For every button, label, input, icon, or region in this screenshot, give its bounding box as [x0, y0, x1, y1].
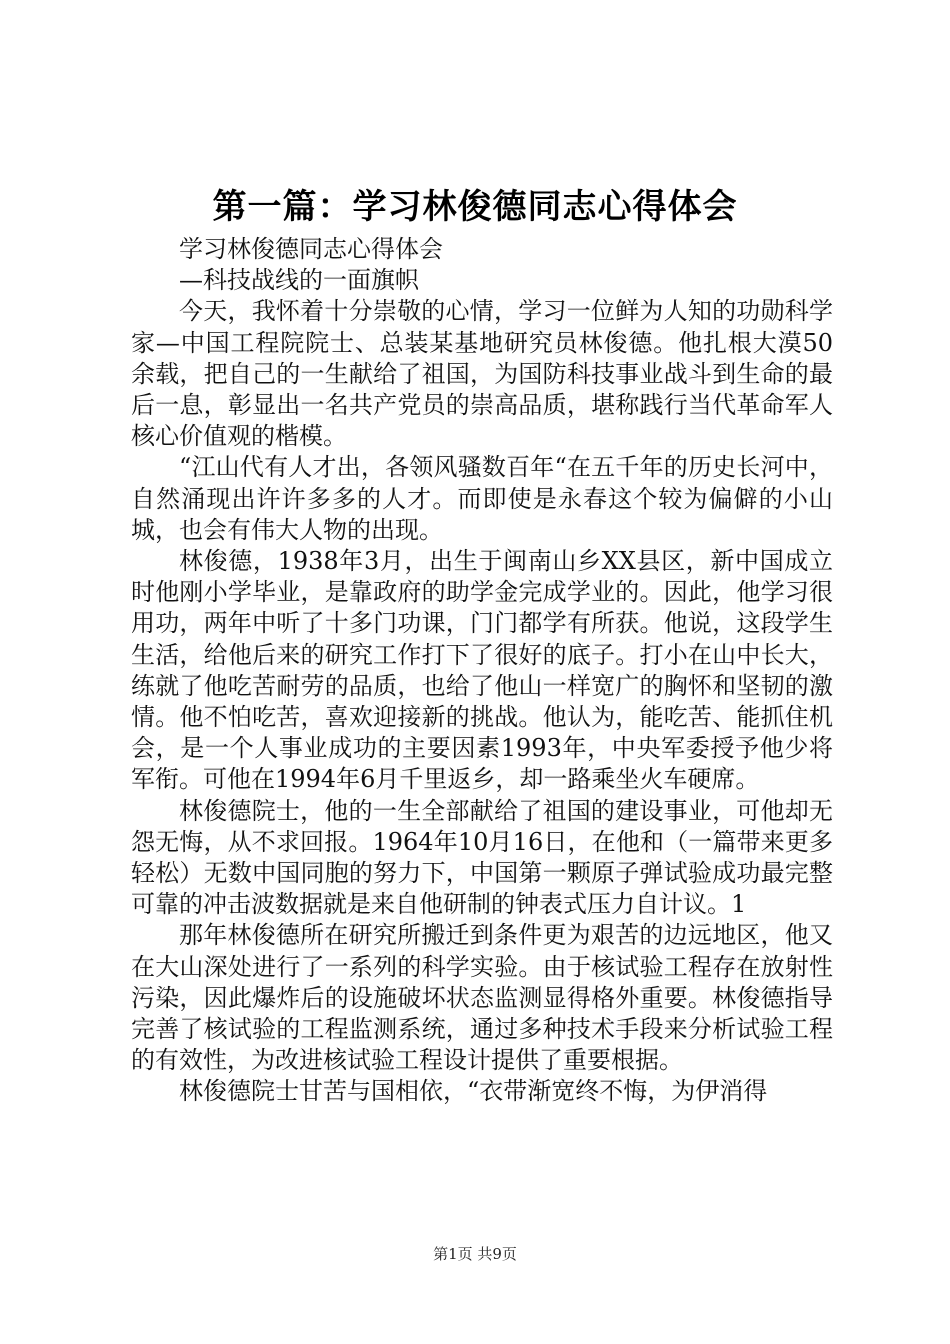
page-footer: 第1页 共9页 [433, 1245, 517, 1263]
paragraph: “江山代有人才出，各领风骚数百年“在五千年的历史长河中，自然涌现出许许多多的人才。而即使是永春这个较为偏僻的小山城，也会有伟大人物的出现。 [131, 453, 833, 544]
paragraph: 今天，我怀着十分崇敬的心情，学习一位鲜为人知的功勋科学家—中国工程院院士、总装某基地研究员林俊德。他扎根大漠50余载，把自己的一生献给了祖国，为国防科技事业战斗到生命的最后一息，彰显出一名共产党员的崇高品质，堪称践行当代革命军人核心价值观的楷模。 [131, 297, 833, 451]
paragraph: 林俊德院士，他的一生全部献给了祖国的建设事业，可他却无怨无悔，从不求回报。1964年10月16日，在他和（一篇带来更多轻松）无数中国同胞的努力下，中国第一颗原子弹试验成功最完整可靠的冲击波数据就是来自他研制的钟表式压力自计议。1 [131, 796, 833, 919]
paragraph: 那年林俊德所在研究所搬迁到条件更为艰苦的边远地区，他又在大山深处进行了一系列的科学实验。由于核试验工程存在放射性污染，因此爆炸后的设施破坏状态监测显得格外重要。林俊德指导完善了核试验的工程监测系统，通过多种技术手段来分析试验工程的有效性，为改进核试验工程设计提供了重要根据。 [131, 921, 833, 1075]
paragraph-tagline: —科技战线的一面旗帜 [179, 266, 419, 295]
paragraph: 林俊德，1938年3月，出生于闽南山乡XX县区，新中国成立时他刚小学毕业，是靠政府的助学金完成学业的。因此，他学习很用功，两年中听了十多门功课，门门都学有所获。他说，这段学生生活，给他后来的研究工作打下了很好的底子。打小在山中长大，练就了他吃苦耐劳的品质，也给了他山一样宽广的胸怀和坚韧的激情。他不怕吃苦，喜欢迎接新的挑战。他认为，能吃苦、能抓住机会，是一个人事业成功的主要因素1993年，中央军委授予他少将军衔。可他在1994年6月千里返乡，却一路乘坐火车硬席。 [131, 547, 833, 794]
document-body [131, 234, 833, 1108]
document-title: 第一篇：学习林俊德同志心得体会 [212, 187, 738, 227]
paragraph-subtitle: 学习林俊德同志心得体会 [179, 235, 443, 263]
paragraph: 林俊德院士甘苦与国相依，“衣带渐宽终不悔，为伊消得 [179, 1077, 768, 1106]
